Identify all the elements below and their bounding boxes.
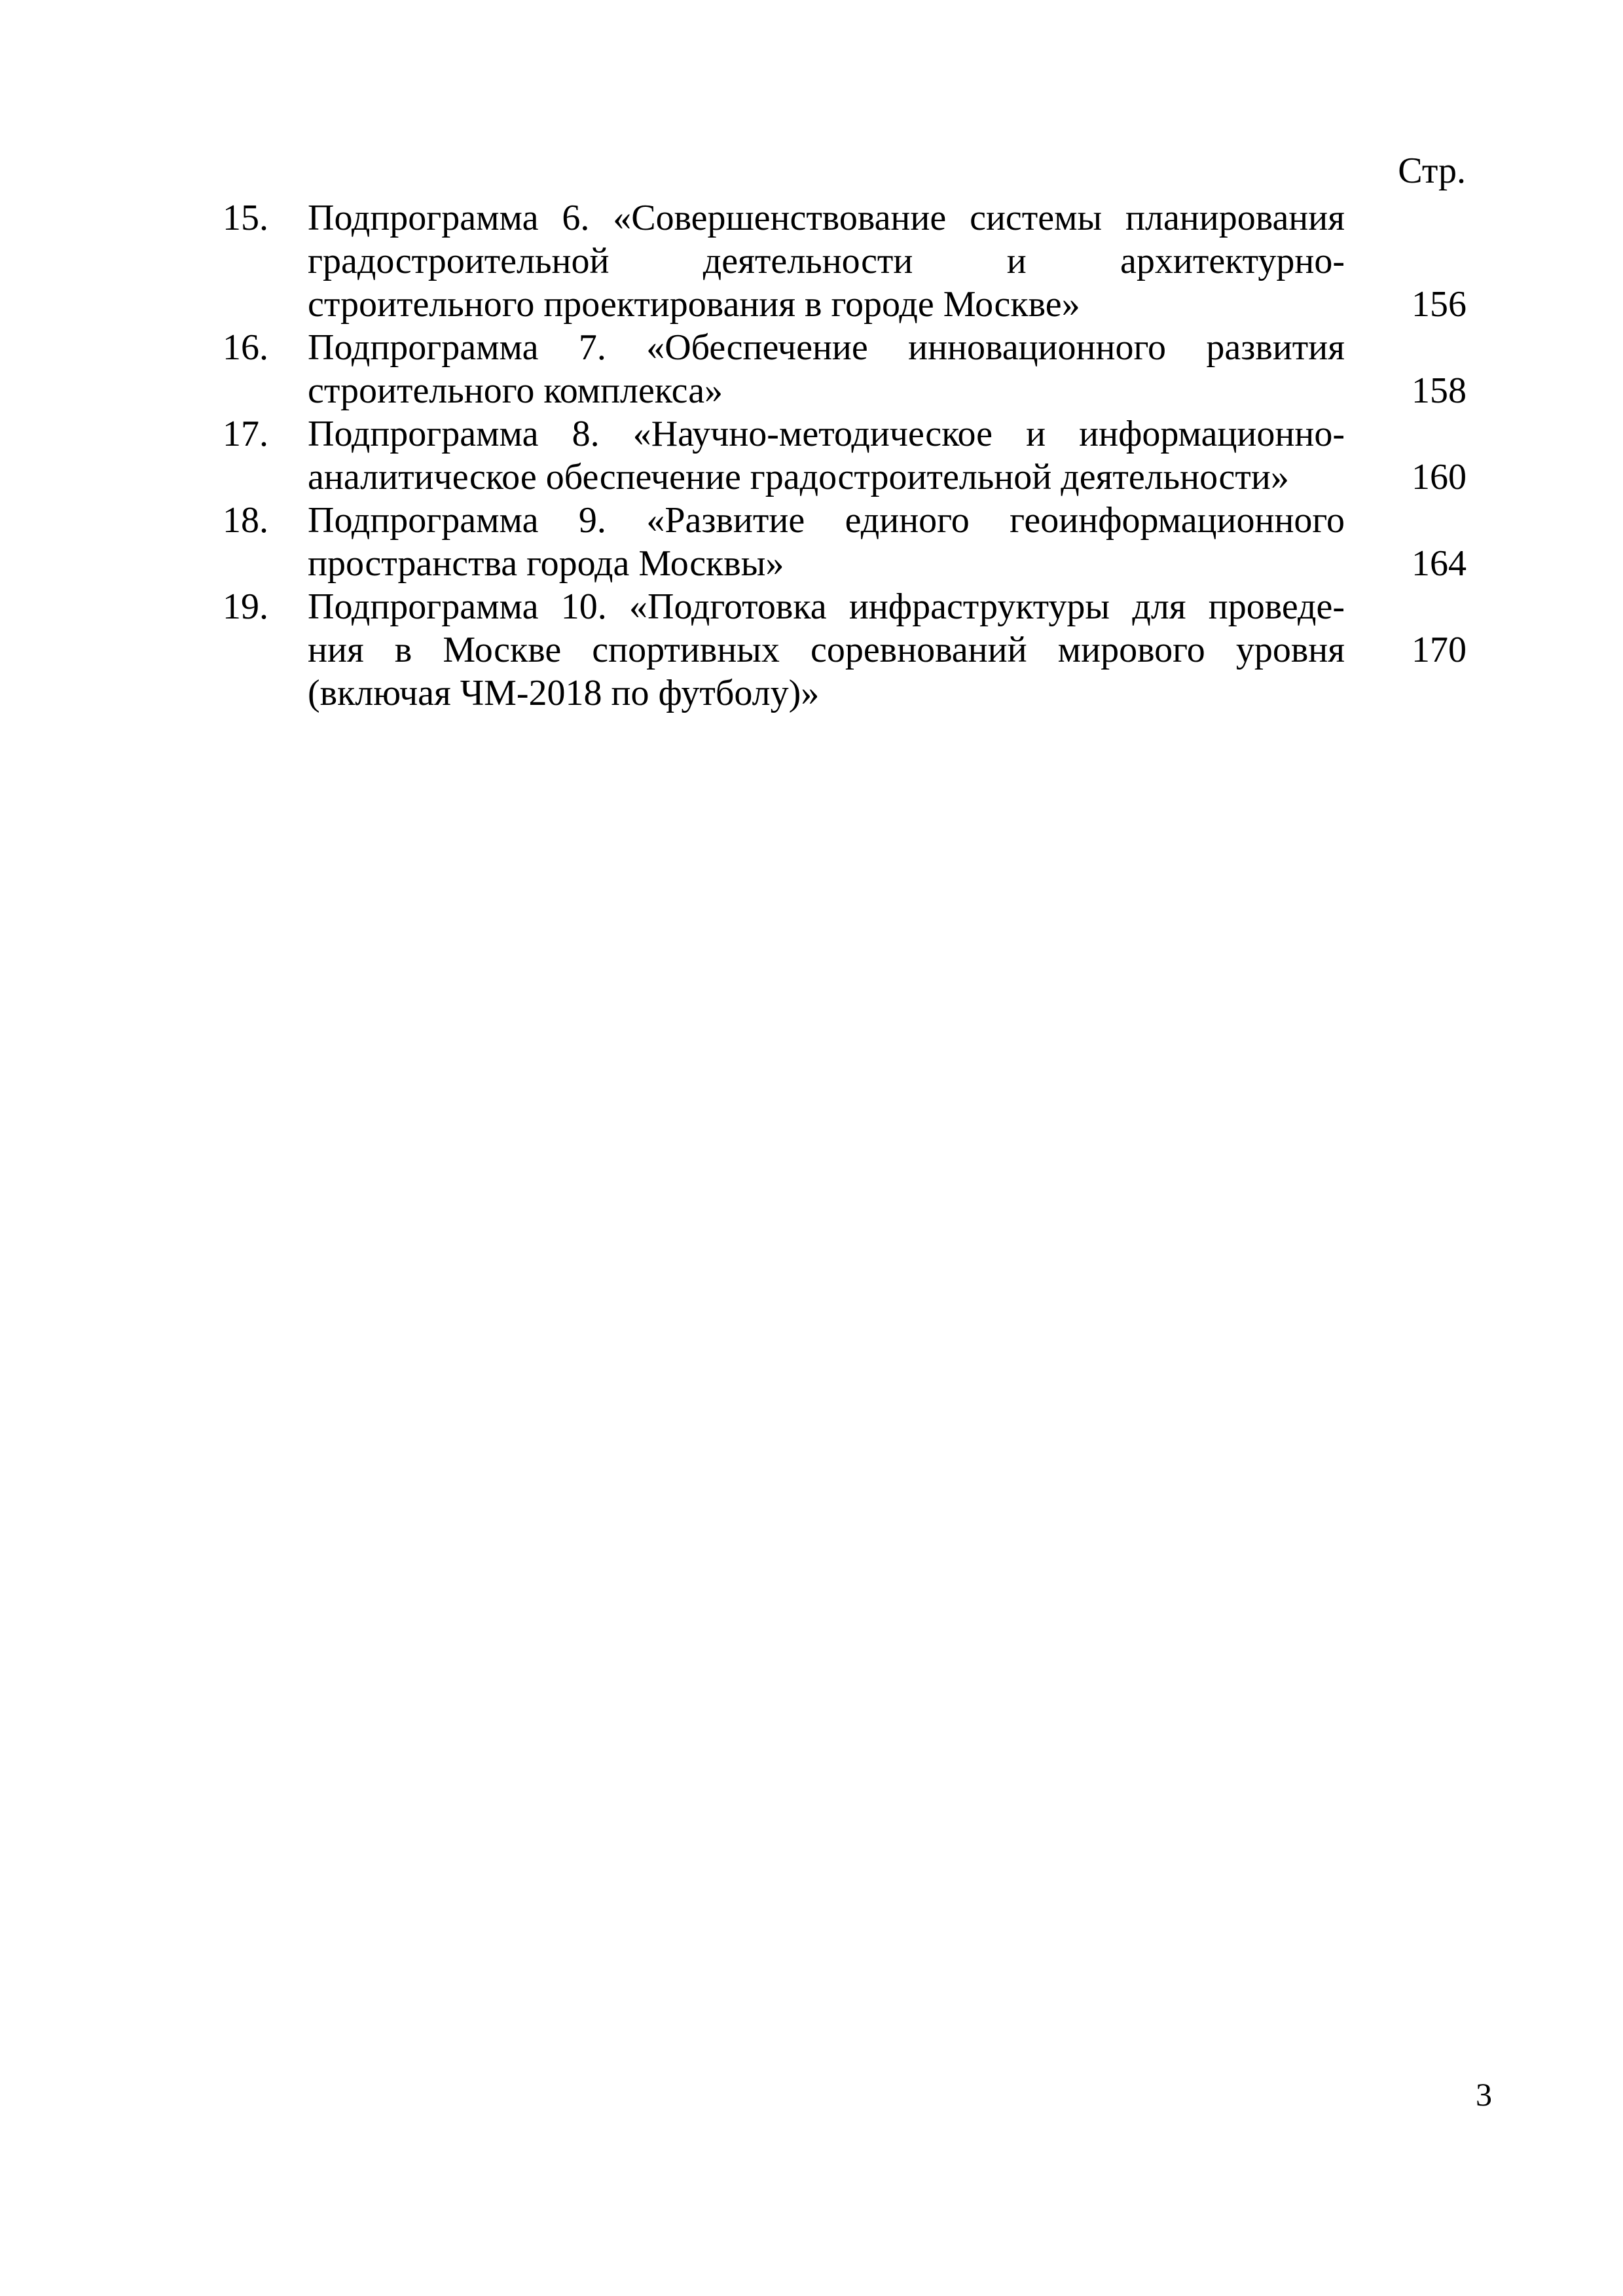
toc-entry-page: 158 [1412, 370, 1467, 411]
toc-entry-line: строительного проектирования в городе Москве» [308, 284, 1080, 325]
toc-entry-line: Подпрограмма 10. «Подготовка инфраструктуры для проведе- [308, 586, 1345, 627]
toc-entry-title [308, 585, 1345, 715]
table-of-contents [223, 196, 1467, 715]
toc-entry-page: 170 [1412, 630, 1467, 670]
toc-entry-line: градостроительной деятельности и архитектурно- [308, 241, 1345, 281]
toc-entry-line: ния в Москве спортивных соревнований мирового уровня [308, 630, 1345, 670]
toc-entry-number: 19. [223, 586, 268, 627]
toc-entry-number: 18. [223, 500, 268, 541]
toc-entry-line: Подпрограмма 7. «Обеспечение инновационного развития [308, 327, 1345, 368]
toc-entry-title [308, 412, 1345, 499]
toc-entry [223, 585, 1467, 715]
toc-entry [223, 326, 1467, 412]
toc-entry-title [308, 326, 1345, 412]
toc-entry-line: (включая ЧМ-2018 по футболу)» [308, 673, 820, 713]
toc-entry-title [308, 499, 1345, 585]
toc-entry-line: строительного комплекса» [308, 370, 723, 411]
toc-entry-line: аналитическое обеспечение градостроительной деятельности» [308, 457, 1289, 497]
toc-entry [223, 412, 1467, 499]
toc-entry [223, 499, 1467, 585]
page-number: 3 [1476, 2076, 1492, 2113]
toc-entry-line: Подпрограмма 8. «Научно-методическое и информационно- [308, 414, 1345, 454]
toc-entry-line: пространства города Москвы» [308, 543, 784, 584]
toc-entry-number: 17. [223, 414, 268, 454]
toc-entry-page: 164 [1412, 543, 1467, 584]
toc-entry-line: Подпрограмма 9. «Развитие единого геоинформационного [308, 500, 1345, 541]
page-column-header: Стр. [1398, 151, 1466, 191]
toc-entry-number: 15. [223, 198, 268, 238]
toc-entry-page: 160 [1412, 457, 1467, 497]
toc-entry-line: Подпрограмма 6. «Совершенствование системы планирования [308, 198, 1345, 238]
toc-entry-number: 16. [223, 327, 268, 368]
toc-entry-title [308, 196, 1345, 326]
toc-entry-page: 156 [1412, 284, 1467, 325]
toc-entry [223, 196, 1467, 326]
